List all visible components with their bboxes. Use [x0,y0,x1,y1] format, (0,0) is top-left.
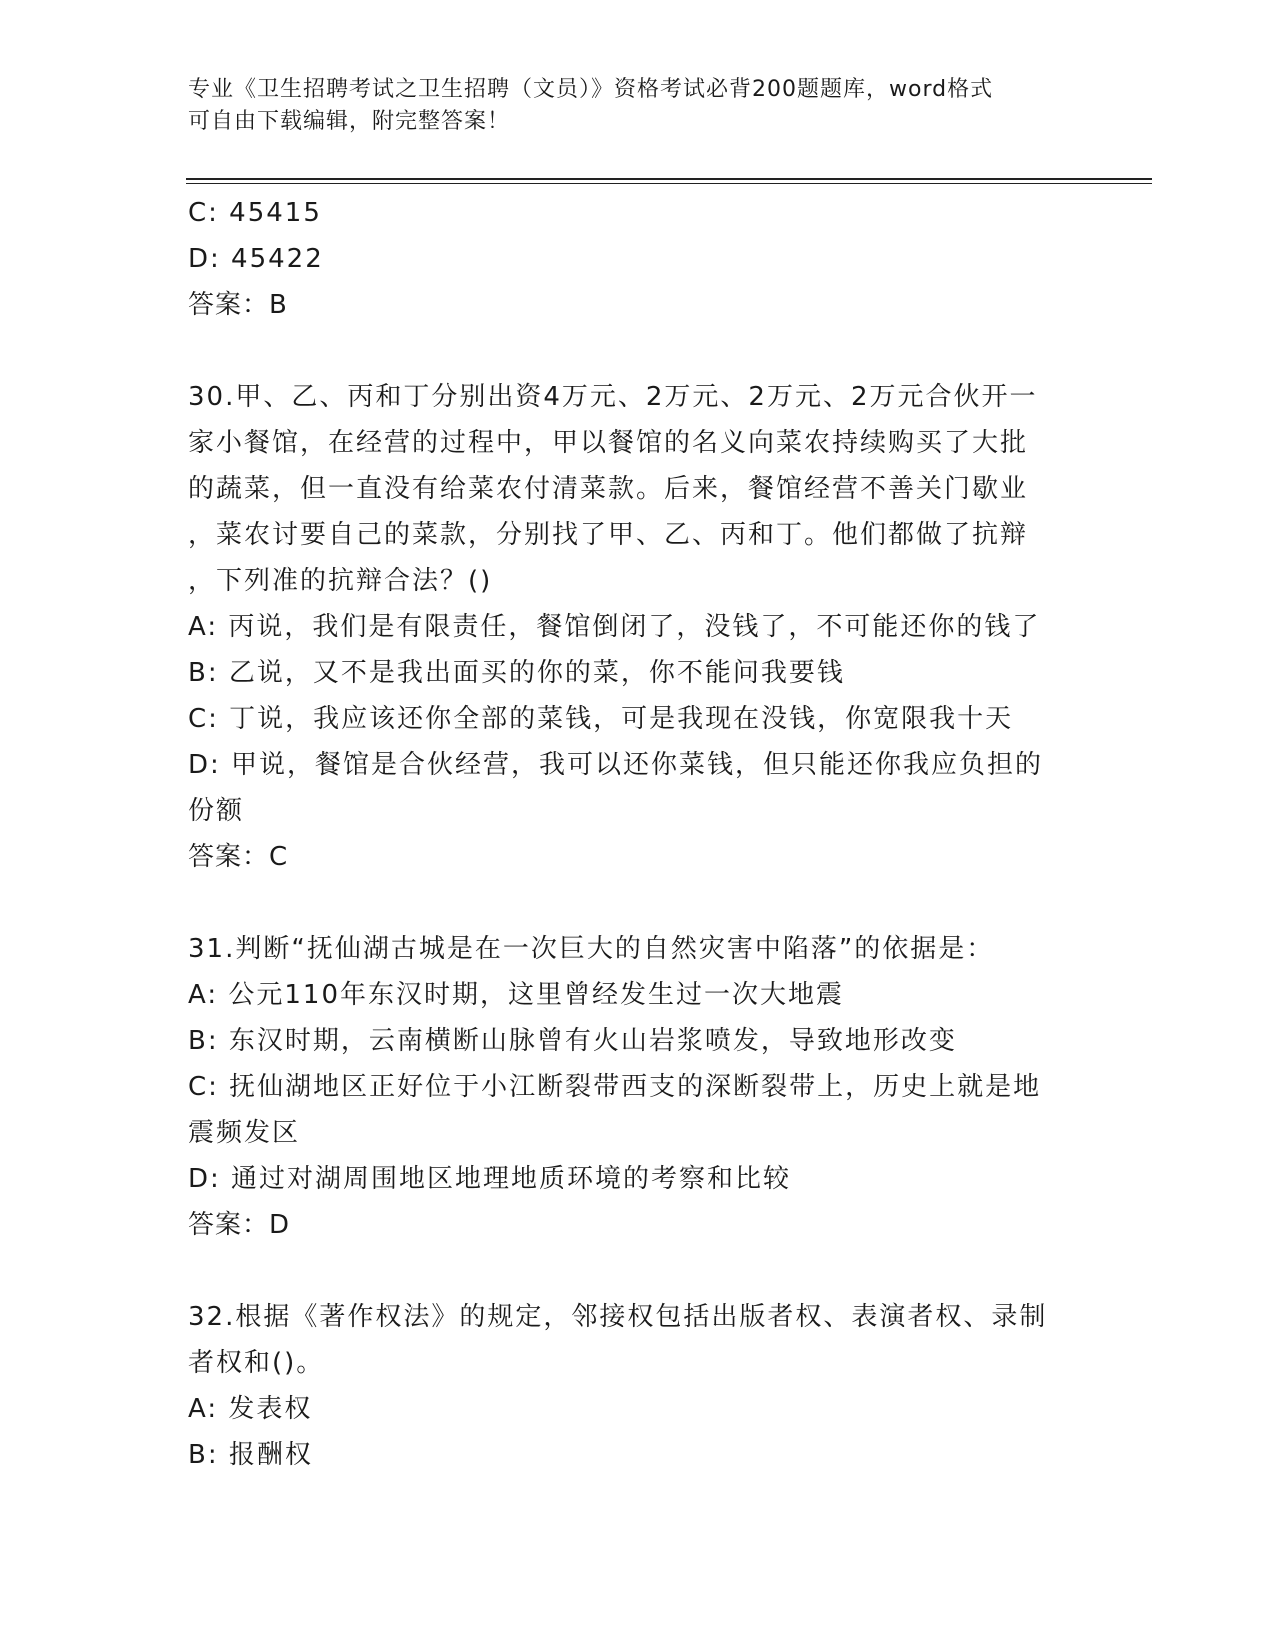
q30-answer: 答案：C [188,842,289,872]
q30-stem-line: 30.甲、乙、丙和丁分别出资4万元、2万元、2万元、2万元合伙开一 [188,382,1038,412]
q32-option-a: A: 发表权 [188,1394,313,1424]
q30-option-a: A: 丙说，我们是有限责任，餐馆倒闭了，没钱了，不可能还你的钱了 [188,612,1041,642]
prev-option-d: D: 45422 [188,244,324,274]
question-30 [188,374,1088,880]
prev-answer: 答案：B [188,290,288,320]
question-31 [188,926,1088,1248]
header-divider-thick [186,178,1152,180]
q31-stem: 31.判断“抚仙湖古城是在一次巨大的自然灾害中陷落”的依据是： [188,934,995,964]
question-32 [188,1294,1088,1478]
q32-option-b: B: 报酬权 [188,1440,313,1470]
q30-option-d-cont: 份额 [188,796,245,826]
header-line-2: 可自由下载编辑，附完整答案！ [188,109,511,134]
q32-stem-line: 者权和()。 [188,1348,325,1378]
document-header [188,74,1088,138]
q31-option-c: C: 抚仙湖地区正好位于小江断裂带西支的深断裂带上，历史上就是地 [188,1072,1042,1102]
header-line-1: 专业《卫生招聘考试之卫生招聘（文员）》资格考试必背200题题库，word格式 [188,77,994,102]
q31-option-c-cont: 震频发区 [188,1118,301,1148]
q30-stem-line: ，下列准的抗辩合法？() [188,566,493,596]
spacer [188,880,1088,926]
q31-answer: 答案：D [188,1210,291,1240]
q31-option-b: B: 东汉时期，云南横断山脉曾有火山岩浆喷发，导致地形改变 [188,1026,957,1056]
q31-option-d: D: 通过对湖周围地区地理地质环境的考察和比较 [188,1164,792,1194]
header-divider-thin [186,183,1152,184]
q30-stem-line: 的蔬菜，但一直没有给菜农付清菜款。后来，餐馆经营不善关门歇业 [188,474,1029,504]
q30-option-d: D: 甲说，餐馆是合伙经营，我可以还你菜钱，但只能还你我应负担的 [188,750,1044,780]
q31-option-a: A: 公元110年东汉时期，这里曾经发生过一次大地震 [188,980,844,1010]
q30-option-c: C: 丁说，我应该还你全部的菜钱，可是我现在没钱，你宽限我十天 [188,704,1014,734]
q32-stem-line: 32.根据《著作权法》的规定，邻接权包括出版者权、表演者权、录制 [188,1302,1048,1332]
spacer [188,1248,1088,1294]
document-body [188,190,1088,1478]
q30-stem-line: ，菜农讨要自己的菜款，分别找了甲、乙、丙和丁。他们都做了抗辩 [188,520,1029,550]
q30-stem-line: 家小餐馆，在经营的过程中，甲以餐馆的名义向菜农持续购买了大批 [188,428,1029,458]
spacer [188,328,1088,374]
q30-option-b: B: 乙说，又不是我出面买的你的菜，你不能问我要钱 [188,658,845,688]
prev-option-c: C: 45415 [188,198,322,228]
